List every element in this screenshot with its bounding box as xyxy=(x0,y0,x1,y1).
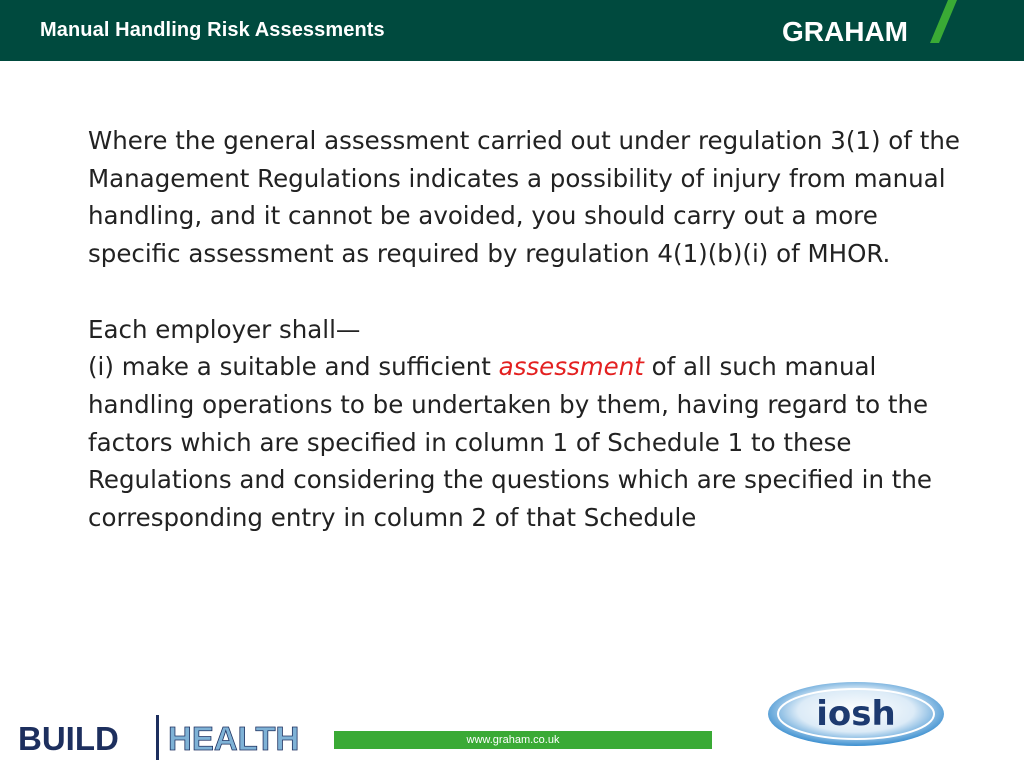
graham-logo xyxy=(782,0,962,46)
svg-text:BUILD: BUILD xyxy=(18,720,119,757)
slide-body xyxy=(88,122,978,537)
build-health-logo xyxy=(18,712,334,762)
paragraph-general-assessment: Where the general assessment carried out under regulation 3(1) of the Management Regulations indicates a possibility of injury from manual handling, and it cannot be avoided, you should carry out a more specific assessment as required by regulation 4(1)(b)(i) of MHOR. xyxy=(88,126,960,269)
duty-text-end: of all such manual handling operations to be undertaken by them, having regard to the factors which are specified in column 1 of Schedule 1 to these Regulations and considering the questions which are specified in the corresponding entry in column 2 of that Schedule xyxy=(88,352,932,533)
header-bar xyxy=(0,0,1024,61)
paragraph-employer-duty xyxy=(88,348,978,537)
svg-text:iosh: iosh xyxy=(816,694,896,734)
footer-bar xyxy=(334,731,712,749)
duty-text-start: (i) make a suitable and sufficient xyxy=(88,352,499,382)
svg-text:GRAHAM: GRAHAM xyxy=(782,16,908,46)
paragraph-employer-duty-heading: Each employer shall— xyxy=(88,314,361,344)
website-link[interactable]: www.graham.co.uk xyxy=(466,734,560,746)
svg-text:HEALTH: HEALTH xyxy=(168,720,300,757)
paragraph-spacer xyxy=(88,273,978,311)
iosh-logo xyxy=(766,680,946,748)
assessment-highlight: assessment xyxy=(498,352,644,382)
slide-title: Manual Handling Risk Assessments xyxy=(40,19,385,41)
